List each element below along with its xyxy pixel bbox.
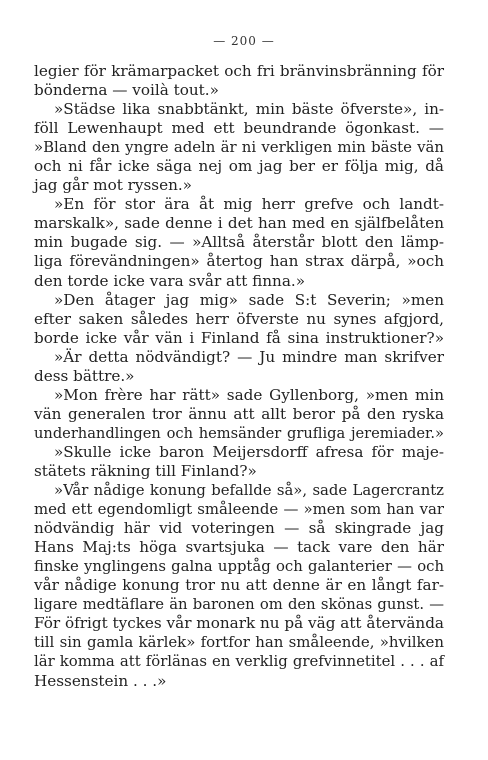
text-line: och ni får icke säga nej om jag ber er följa mig, då [34, 157, 444, 176]
text-line: »Skulle icke baron Meijersdorff afresa för maje- [54, 442, 444, 461]
text-line: Hessenstein . . .» [34, 671, 167, 690]
text-line: »Bland den yngre adeln är ni verkligen min bäste vän [34, 138, 444, 157]
text-line: »Mon frère har rätt» sade Gyllenborg, »men min [54, 385, 444, 404]
text-line: marskalk», sade denne i det han med en själfbelåten [34, 214, 444, 233]
text-line: ligare medtäflare än baronen om den skönas gunst. — [34, 596, 444, 614]
page-number: — 200 — [213, 34, 275, 48]
text-line: legier för krämarpacket och fri bränvinsbränning för [34, 62, 444, 80]
text-line: min bugade sig. — »Alltså återstår blott den lämp- [34, 233, 444, 252]
text-line: liga förevändningen» återtog han strax därpå, »och [34, 252, 444, 271]
text-line: finske ynglingens galna upptåg och galanterier — och [34, 558, 444, 576]
text-line: »Den åtager jag mig» sade S:t Severin; »men [54, 290, 444, 309]
text-line: För öfrigt tyckes vår monark nu på väg att återvända [34, 614, 444, 633]
text-line: vår nådige konung tror nu att denne är en långt far- [34, 576, 444, 595]
text-line: stätets räkning till Finland?» [34, 461, 257, 480]
text-line: jag går mot ryssen.» [34, 176, 192, 195]
text-line: »En för stor ära åt mig herr grefve och landt- [54, 195, 444, 214]
text-line: efter saken således herr öfverste nu synes afgjord, [34, 309, 444, 328]
text-line: vän generalen tror ännu att allt beror på den ryska [34, 404, 444, 423]
text-line: dess bättre.» [34, 366, 135, 385]
text-line: med ett egendomligt småleende — »men som han var [34, 500, 444, 519]
text-line: Hans Maj:ts höga svartsjuka — tack vare den här [34, 538, 444, 557]
text-line: den torde icke vara svår att finna.» [34, 271, 305, 290]
body-text [34, 62, 444, 691]
text-line: »Städse lika snabbtänkt, min bäste öfverste», in- [54, 100, 444, 119]
text-line: lär komma att förlänas en verklig grefvinnetitel . . . af [34, 652, 444, 671]
text-line: föll Lewenhaupt med ett beundrande ögonkast. — [34, 119, 444, 138]
text-line: nödvändig här vid voteringen — så skingrade jag [34, 519, 444, 538]
text-line: »Vår nådige konung befallde så», sade Lagercrantz [54, 482, 444, 500]
text-line: underhandlingen och hemsänder grufliga jeremiader.» [34, 424, 444, 442]
text-line: till sin gamla kärlek» fortfor han småleende, »hvilken [34, 633, 444, 652]
text-line: »Är detta nödvändigt? — Ju mindre man skrifver [54, 347, 444, 366]
text-line: borde icke vår vän i Finland få sina instruktioner?» [34, 328, 444, 347]
text-line: bönderna — voilà tout.» [34, 81, 219, 100]
